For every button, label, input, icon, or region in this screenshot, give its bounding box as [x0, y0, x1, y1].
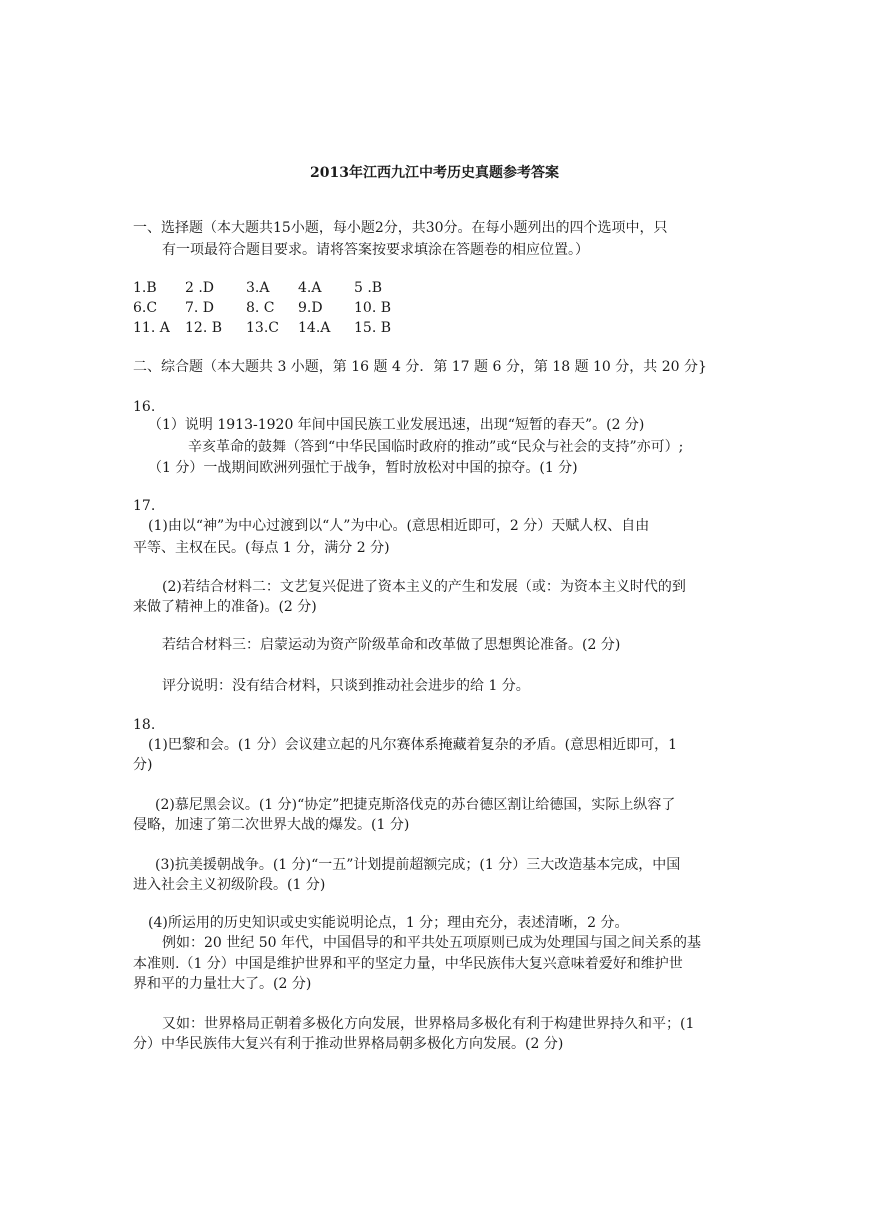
q18-number: 18.: [133, 717, 156, 733]
q18-line: 界和平的力量壮大了。(2 分): [133, 976, 312, 992]
page-title: 2013年江西九江中考历史真题参考答案: [310, 165, 559, 181]
q18-line: 分）中华民族伟大复兴有利于推动世界格局朝多极化方向发展。(2 分): [133, 1036, 564, 1052]
q18-line: 又如：世界格局正朝着多极化方向发展，世界格局多极化有利于构建世界持久和平；(1: [162, 1016, 695, 1032]
q17-number: 17.: [133, 498, 156, 514]
q16-line: （1）说明 1913-1920 年间中国民族工业发展迅速，出现“短暂的春天”。(2 分): [148, 417, 645, 433]
q18-line: 分): [133, 757, 153, 773]
q18-line: (1)巴黎和会。(1 分）会议建立起的凡尔赛体系掩藏着复杂的矛盾。(意思相近即可，1: [148, 737, 678, 753]
answer-row-1: [133, 279, 382, 297]
q17-line: 若结合材料三：启蒙运动为资产阶级革命和改革做了思想舆论准备。(2 分): [162, 637, 621, 653]
section2-heading: 二、综合题（本大题共 3 小题，第 16 题 4 分．第 17 题 6 分，第 18 题 10 分，共 20 分}: [133, 359, 707, 375]
section1-heading: 一、选择题（本大题共15小题，每小题2分，共30分。在每小题列出的四个选项中，只: [133, 220, 668, 236]
answer-8: 8. C: [246, 300, 275, 316]
answer-11: 11. A: [133, 320, 170, 336]
q17-line: (2)若结合材料二：文艺复兴促进了资本主义的产生和发展（或：为资本主义时代的到: [162, 579, 686, 595]
answer-5: 5 .B: [354, 280, 383, 296]
answer-row-2: [133, 299, 391, 317]
answer-2: 2 .D: [185, 280, 215, 296]
answer-6: 6.C: [133, 300, 158, 316]
answer-13: 13.C: [246, 320, 279, 336]
q16-number: 16.: [133, 399, 156, 415]
section1-heading-cont: 有一项最符合题目要求。请将答案按要求填涂在答题卷的相应位置。）: [162, 242, 589, 258]
q16-line: 辛亥革命的鼓舞（答到“中华民国临时政府的推动”或“民众与社会的支持”亦可）;: [188, 439, 684, 455]
answer-4: 4.A: [298, 280, 322, 296]
answer-12: 12. B: [185, 320, 223, 336]
answer-row-3: [133, 319, 391, 337]
q17-scoring-note: 评分说明：没有结合材料，只谈到推动社会进步的给 1 分。: [162, 678, 530, 694]
q18-line: 侵略，加速了第二次世界大战的爆发。(1 分): [133, 817, 410, 833]
q17-line: 平等、主权在民。(每点 1 分，满分 2 分): [133, 540, 390, 556]
q18-line: (2)慕尼黑会议。(1 分)“协定”把捷克斯洛伐克的苏台德区割让给德国，实际上纵容了: [155, 797, 676, 813]
q18-line: 本准则.（1 分）中国是维护世界和平的坚定力量，中华民族伟大复兴意味着爱好和维护世: [133, 956, 683, 972]
answer-3: 3.A: [246, 280, 270, 296]
q18-line: 例如：20 世纪 50 年代，中国倡导的和平共处五项原则已成为处理国与国之间关系的基: [162, 935, 701, 951]
answer-7: 7. D: [185, 300, 215, 316]
q17-line: (1)由以“神”为中心过渡到以“人”为中心。(意思相近即可，2 分）天赋人权、自由: [148, 518, 650, 534]
q18-line: 进入社会主义初级阶段。(1 分): [133, 877, 326, 893]
q18-line: (4)所运用的历史知识或史实能说明论点，1 分；理由充分，表述清晰，2 分。: [148, 915, 629, 931]
answer-9: 9.D: [298, 300, 323, 316]
q18-line: (3)抗美援朝战争。(1 分)“一五”计划提前超额完成；(1 分）三大改造基本完成，中国: [155, 857, 681, 873]
answer-15: 15. B: [354, 320, 392, 336]
answer-1: 1.B: [133, 280, 157, 296]
answer-14: 14.A: [298, 320, 331, 336]
q17-line: 来做了精神上的准备)。(2 分): [133, 599, 317, 615]
answer-10: 10. B: [354, 300, 392, 316]
q16-line: （1 分）一战期间欧洲列强忙于战争，暂时放松对中国的掠夺。(1 分): [148, 460, 578, 476]
